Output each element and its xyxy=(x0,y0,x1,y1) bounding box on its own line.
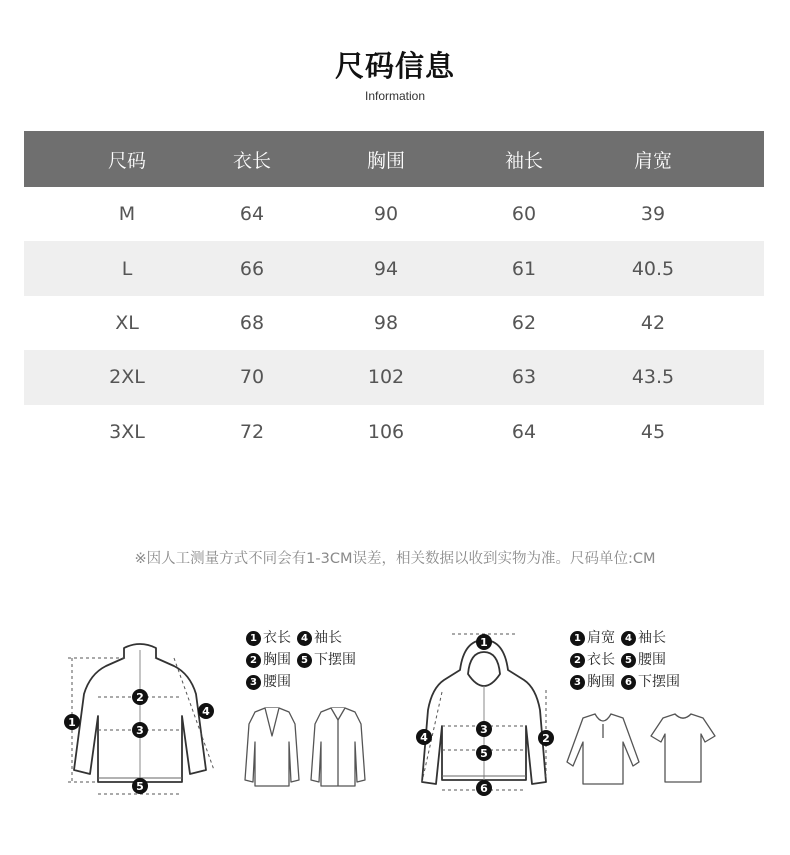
table-row xyxy=(24,296,764,350)
cell-shoulder: 40.5 xyxy=(631,257,675,280)
legend-item: 4 袖长 xyxy=(297,628,342,649)
legend-item: 5 腰围 xyxy=(621,650,666,671)
cell-sleeve: 61 xyxy=(511,257,537,280)
garment-sketches-left xyxy=(235,706,385,790)
header-length: 衣长 xyxy=(232,149,272,172)
table-header xyxy=(24,131,764,187)
cell-shoulder: 39 xyxy=(640,203,666,226)
marker-5: 5 xyxy=(480,747,488,760)
cell-length: 66 xyxy=(239,257,265,280)
legend-item: 1 肩宽 xyxy=(570,628,615,649)
header-size: 尺码 xyxy=(107,149,147,172)
cell-sleeve: 64 xyxy=(511,420,537,443)
marker-2: 2 xyxy=(136,691,144,704)
legend-item: 1 衣长 xyxy=(246,628,291,649)
hoodie-measurement-diagram xyxy=(412,630,562,805)
table-row xyxy=(24,187,764,241)
measurement-note: ※因人工测量方式不同会有1-3CM误差，相关数据以收到实物为准。尺码单位:CM xyxy=(134,551,656,567)
legend-item: 5 下摆围 xyxy=(297,650,356,671)
cell-sleeve: 60 xyxy=(511,203,537,226)
marker-3: 3 xyxy=(480,723,488,736)
cell-length: 68 xyxy=(239,311,265,334)
cell-sleeve: 62 xyxy=(511,311,537,334)
cell-shoulder: 42 xyxy=(640,311,666,334)
cell-chest: 106 xyxy=(367,420,405,443)
marker-5: 5 xyxy=(136,780,144,793)
garment-sketches-right xyxy=(565,712,725,788)
left-legend xyxy=(246,627,396,692)
marker-1: 1 xyxy=(68,716,76,729)
right-legend xyxy=(570,627,730,692)
legend-item: 6 下摆围 xyxy=(621,672,680,693)
jacket-measurement-diagram xyxy=(58,630,243,805)
table-row xyxy=(24,241,764,295)
page-title: 尺码信息 xyxy=(334,49,455,83)
table-row xyxy=(24,405,764,459)
marker-2: 2 xyxy=(542,732,550,745)
cell-shoulder: 43.5 xyxy=(631,366,675,389)
cell-size: 3XL xyxy=(109,420,145,443)
cell-length: 72 xyxy=(239,420,265,443)
cell-chest: 90 xyxy=(373,203,399,226)
header-sleeve: 袖长 xyxy=(504,149,544,172)
marker-4: 4 xyxy=(420,731,428,744)
cell-size: M xyxy=(118,203,136,226)
marker-4: 4 xyxy=(202,705,210,718)
page-subtitle: Information xyxy=(364,89,426,103)
cell-shoulder: 45 xyxy=(640,420,666,443)
marker-3: 3 xyxy=(136,724,144,737)
cell-size: XL xyxy=(115,311,139,334)
size-table xyxy=(24,131,764,459)
cell-chest: 98 xyxy=(373,311,399,334)
table-row xyxy=(24,350,764,404)
legend-item: 2 胸围 xyxy=(246,650,291,671)
cell-size: L xyxy=(121,257,133,280)
header-chest: 胸围 xyxy=(366,149,406,172)
cell-chest: 94 xyxy=(373,257,399,280)
legend-item: 3 腰围 xyxy=(246,672,291,693)
cell-chest: 102 xyxy=(367,366,405,389)
marker-1: 1 xyxy=(480,636,488,649)
marker-6: 6 xyxy=(480,782,488,795)
legend-item: 3 胸围 xyxy=(570,672,615,693)
cell-length: 64 xyxy=(239,203,265,226)
legend-item: 2 衣长 xyxy=(570,650,615,671)
cell-sleeve: 63 xyxy=(511,366,537,389)
cell-length: 70 xyxy=(239,366,265,389)
legend-item: 4 袖长 xyxy=(621,628,666,649)
header-shoulder: 肩宽 xyxy=(633,149,673,172)
cell-size: 2XL xyxy=(109,366,145,389)
